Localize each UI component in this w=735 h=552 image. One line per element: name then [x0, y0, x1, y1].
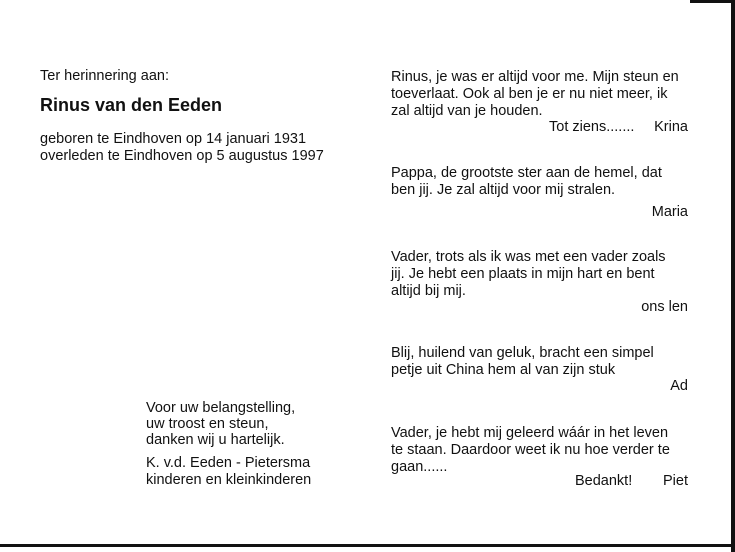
thanks-line: uw troost en steun, [146, 416, 269, 432]
message-line: Vader, je hebt mij geleerd wáár in het leven [391, 425, 669, 441]
message-ad [391, 345, 691, 379]
signature-len: ons len [641, 299, 688, 315]
message-line: gaan...... [391, 459, 448, 475]
message-line: Pappa, de grootste ster aan de hemel, dat [391, 165, 662, 181]
scan-edge-right [731, 0, 735, 552]
signature-maria: Maria [651, 204, 688, 220]
message-len [391, 249, 691, 300]
signature-ad: Ad [670, 378, 688, 394]
message-line: petje uit China hem al van zijn stuk [391, 362, 616, 378]
intro-text: Ter herinnering aan: [40, 68, 169, 84]
thanks-line: Voor uw belangstelling, [146, 400, 296, 416]
message-closing: Bedankt! [575, 473, 633, 489]
family-relatives: kinderen en kleinkinderen [146, 472, 312, 488]
scan-edge-bottom [0, 544, 735, 547]
scan-edge-top [690, 0, 735, 3]
message-line: ben jij. Je zal altijd voor mij stralen. [391, 182, 616, 198]
message-line: Vader, trots als ik was met een vader zoals [391, 249, 666, 265]
deceased-name: Rinus van den Eeden [40, 95, 223, 115]
thanks-line: danken wij u hartelijk. [146, 432, 285, 448]
signature-piet: Piet [663, 473, 688, 489]
message-line: altijd bij mij. [391, 283, 466, 299]
message-line: Rinus, je was er altijd voor me. Mijn steun en [391, 69, 679, 85]
message-piet [391, 425, 691, 476]
message-krina [391, 69, 691, 120]
message-line: zal altijd van je houden. [391, 103, 543, 119]
birth-line: geboren te Eindhoven op 14 januari 1931 [40, 131, 307, 147]
message-line: toeverlaat. Ook al ben je er nu niet meer, ik [391, 86, 668, 102]
message-closing: Tot ziens....... [549, 119, 635, 135]
death-line: overleden te Eindhoven op 5 augustus 1997 [40, 148, 324, 164]
signature-krina: Krina [654, 119, 688, 135]
message-line: te staan. Daardoor weet ik nu hoe verder te [391, 442, 670, 458]
family-name: K. v.d. Eeden - Pietersma [146, 455, 311, 471]
message-maria [391, 165, 691, 199]
message-line: jij. Je hebt een plaats in mijn hart en bent [391, 266, 655, 282]
message-line: Blij, huilend van geluk, bracht een simpel [391, 345, 654, 361]
